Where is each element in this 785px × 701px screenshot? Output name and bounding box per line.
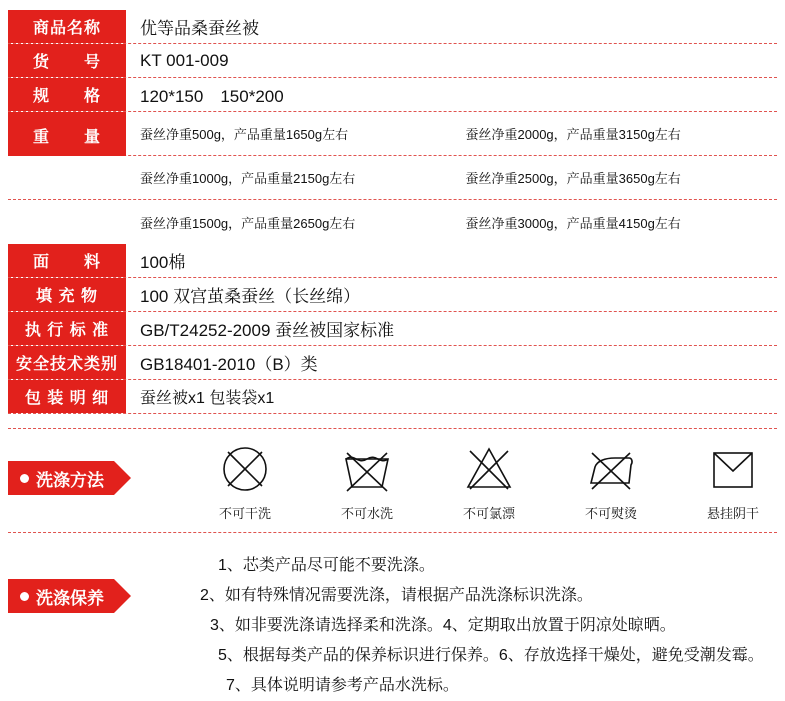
wash-icon-item <box>690 443 776 522</box>
care-section <box>8 549 777 701</box>
weight-line <box>8 156 777 200</box>
care-line: 7、具体说明请参考产品水洗标。 <box>226 677 459 694</box>
spec-label: 面 料 <box>8 244 126 277</box>
weight-value-right: 蚕丝净重3000g，产品重量4150g左右 <box>465 215 681 231</box>
bullet-icon <box>20 474 29 483</box>
spec-label: 填 充 物 <box>8 278 126 311</box>
no-dry-clean-icon <box>219 443 271 495</box>
no-bleach-icon <box>463 443 515 495</box>
care-banner-label: 洗涤保养 <box>36 588 104 608</box>
wash-method-banner <box>8 461 114 495</box>
spec-row-safety-category <box>8 346 777 380</box>
wash-icon-item <box>324 443 410 522</box>
spec-row-fabric <box>8 244 777 278</box>
spec-label: 包 装 明 细 <box>8 380 126 413</box>
spec-value: GB18401-2010（B）类 <box>140 355 318 374</box>
weight-line <box>8 112 777 156</box>
spec-label: 安全技术类别 <box>8 346 126 379</box>
wash-icon-caption: 不可干洗 <box>218 506 271 521</box>
weight-label-spacer <box>8 200 126 244</box>
spec-value: 100 双宫茧桑蚕丝（长丝绵） <box>140 287 361 306</box>
weight-value-right: 蚕丝净重2500g，产品重量3650g左右 <box>465 171 681 186</box>
care-banner <box>8 579 114 613</box>
wash-icon-caption: 不可氯漂 <box>462 506 515 521</box>
spec-row-packing-details <box>8 380 777 414</box>
weight-line <box>8 200 777 244</box>
spec-row-filling <box>8 278 777 312</box>
weight-value-left: 蚕丝净重1000g，产品重量2150g左右 <box>140 171 356 186</box>
wash-icon-caption: 悬挂阴干 <box>706 506 759 521</box>
wash-banner-holder <box>8 443 178 495</box>
wash-icon-caption: 不可熨烫 <box>584 506 637 521</box>
spec-label: 重 量 <box>8 112 126 156</box>
weight-label-spacer <box>8 156 126 200</box>
spec-row-size <box>8 78 777 112</box>
wash-icons-row <box>178 443 777 522</box>
spec-label: 执 行 标 准 <box>8 312 126 345</box>
spec-value: 优等品桑蚕丝被 <box>140 19 259 38</box>
hang-dry-shade-icon <box>707 443 759 495</box>
wash-icon-caption: 不可水洗 <box>340 506 393 521</box>
wash-icon-item <box>568 443 654 522</box>
spec-value: KT 001-009 <box>140 50 229 70</box>
spec-row-standard <box>8 312 777 346</box>
wash-icon-item <box>446 443 532 522</box>
spec-value: GB/T24252-2009 蚕丝被国家标准 <box>140 321 395 340</box>
weight-value-right: 蚕丝净重2000g，产品重量3150g左右 <box>465 127 681 142</box>
no-iron-icon <box>585 443 637 495</box>
spec-row-product-name <box>8 10 777 44</box>
care-banner-holder <box>8 549 178 613</box>
care-list <box>178 549 777 701</box>
wash-method-section <box>8 428 777 533</box>
care-line: 3、如非要洗涤请选择柔和洗涤。4、定期取出放置于阴凉处晾晒。 <box>210 617 676 634</box>
care-line: 2、如有特殊情况需要洗涤，请根据产品洗涤标识洗涤。 <box>200 587 593 604</box>
bullet-icon <box>20 592 29 601</box>
no-machine-wash-icon <box>341 443 393 495</box>
weight-value-left: 蚕丝净重500g，产品重量1650g左右 <box>140 127 349 142</box>
weight-value-left: 蚕丝净重1500g，产品重量2650g左右 <box>140 215 356 231</box>
care-line: 1、芯类产品尽可能不要洗涤。 <box>218 557 435 574</box>
spec-table <box>8 10 777 414</box>
wash-method-banner-label: 洗涤方法 <box>36 470 104 490</box>
spec-label: 规 格 <box>8 78 126 111</box>
spec-value: 100棉 <box>140 253 186 272</box>
spec-row-weight <box>8 112 777 244</box>
spec-label: 货 号 <box>8 44 126 77</box>
spec-row-item-number <box>8 44 777 78</box>
spec-label: 商品名称 <box>8 10 126 43</box>
spec-value: 120*150 150*200 <box>140 87 284 106</box>
wash-icon-item <box>202 443 288 522</box>
spec-value: 蚕丝被x1 包装袋x1 <box>140 390 275 407</box>
care-line: 5、根据每类产品的保养标识进行保养。6、存放选择干燥处，避免受潮发霉。 <box>218 647 764 664</box>
